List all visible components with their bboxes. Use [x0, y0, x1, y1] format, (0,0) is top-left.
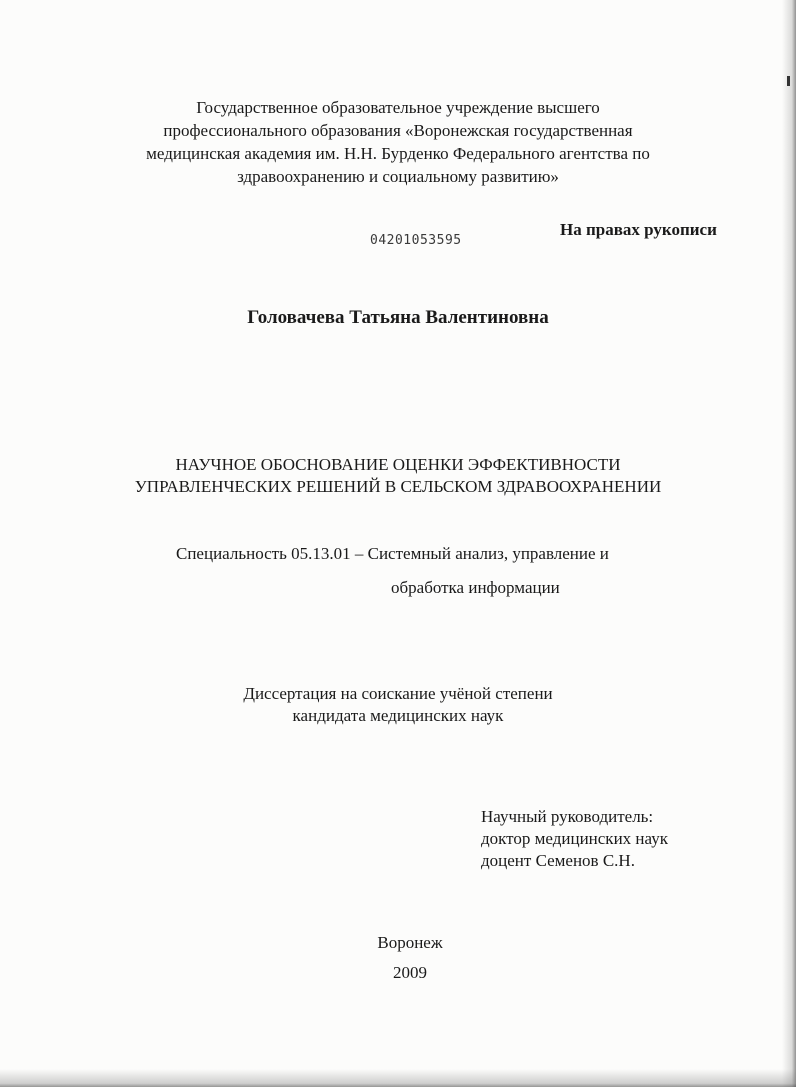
title-line: УПРАВЛЕНЧЕСКИХ РЕШЕНИЙ В СЕЛЬСКОМ ЗДРАВООХРАНЕНИИ	[134, 477, 662, 496]
title-line: НАУЧНОЕ ОБОСНОВАНИЕ ОЦЕНКИ ЭФФЕКТИВНОСТИ	[175, 455, 621, 474]
city: Воронеж	[377, 933, 443, 952]
supervisor-block	[481, 806, 668, 872]
specialty-line: обработка информации	[391, 578, 560, 597]
institution-line: медицинская академия им. Н.Н. Бурденко Федерального агентства по	[146, 144, 650, 163]
degree-line: кандидата медицинских наук	[292, 706, 504, 725]
degree-statement	[0, 683, 796, 727]
supervisor-line: доцент Семенов С.Н.	[481, 851, 635, 870]
specialty-line: Специальность 05.13.01 – Системный анализ, управление и	[176, 544, 609, 563]
institution-line: здравоохранению и социальному развитию»	[237, 167, 559, 186]
archive-number-stamp: 04201053595	[370, 233, 462, 248]
supervisor-line: доктор медицинских наук	[481, 829, 668, 848]
rights-note: На правах рукописи	[560, 220, 717, 239]
institution-header	[0, 96, 796, 188]
supervisor-line: Научный руководитель:	[481, 807, 654, 826]
degree-line: Диссертация на соискание учёной степени	[243, 684, 553, 703]
author-name: Головачева Татьяна Валентиновна	[247, 307, 549, 328]
scan-shadow-bottom	[0, 1069, 796, 1087]
dissertation-title	[0, 454, 796, 498]
institution-line: профессионального образования «Воронежская государственная	[163, 121, 633, 140]
scan-mark	[787, 76, 790, 86]
year: 2009	[393, 963, 427, 982]
institution-line: Государственное образовательное учреждение высшего	[196, 98, 600, 117]
